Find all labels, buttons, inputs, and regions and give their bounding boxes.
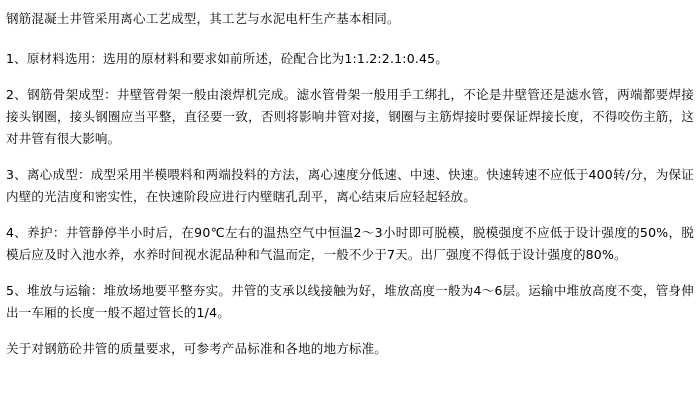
paragraph-closing: 关于对钢筋砼井管的质量要求，可参考产品标准和各地的地方标准。 bbox=[6, 341, 388, 356]
paragraph-item-1: 1、原材料选用：选用的原材料和要求如前所述，砼配合比为1:1.2:2.1:0.45。 bbox=[6, 51, 449, 66]
paragraph-item-3: 3、离心成型：成型采用半模喂料和两端投料的方法，离心速度分低速、中速、快速。快速转速不应低于400转/分，为保证内壁的光洁度和密实性，在快速阶段应进行内壁瞎孔刮平，离心结束后应轻起轻放。 bbox=[6, 167, 694, 204]
paragraph-item-5: 5、堆放与运输：堆放场地要平整夯实。井管的支承以线接触为好，堆放高度一般为4～6层。运输中堆放高度不变，管身伸出一车厢的长度一般不超过管长的1/4。 bbox=[6, 283, 694, 320]
paragraph-item-4: 4、养护：井管静停半小时后，在90℃左右的温热空气中恒温2～3小时即可脱模，脱模强度不应低于设计强度的50%，脱模后应及时入池水养，水养时间视水泥品种和气温而定，一般不少于7天。出厂强度不得低于设计强度的80%。 bbox=[6, 225, 694, 262]
paragraph-item-2: 2、钢筋骨架成型：井壁管骨架一般由滚焊机完成。滤水管骨架一般用手工绑扎，不论是井壁管还是滤水管，两端都要焊接接头钢圈，接头钢圈应当平整，直径要一致，否则将影响井管对接，钢圈与主筋焊接时要保证焊接长度，不得咬伤主筋，这对井管有很大影响。 bbox=[6, 87, 694, 146]
paragraph-intro: 钢筋混凝土井管采用离心工艺成型，其工艺与水泥电杆生产基本相同。 bbox=[6, 11, 400, 26]
